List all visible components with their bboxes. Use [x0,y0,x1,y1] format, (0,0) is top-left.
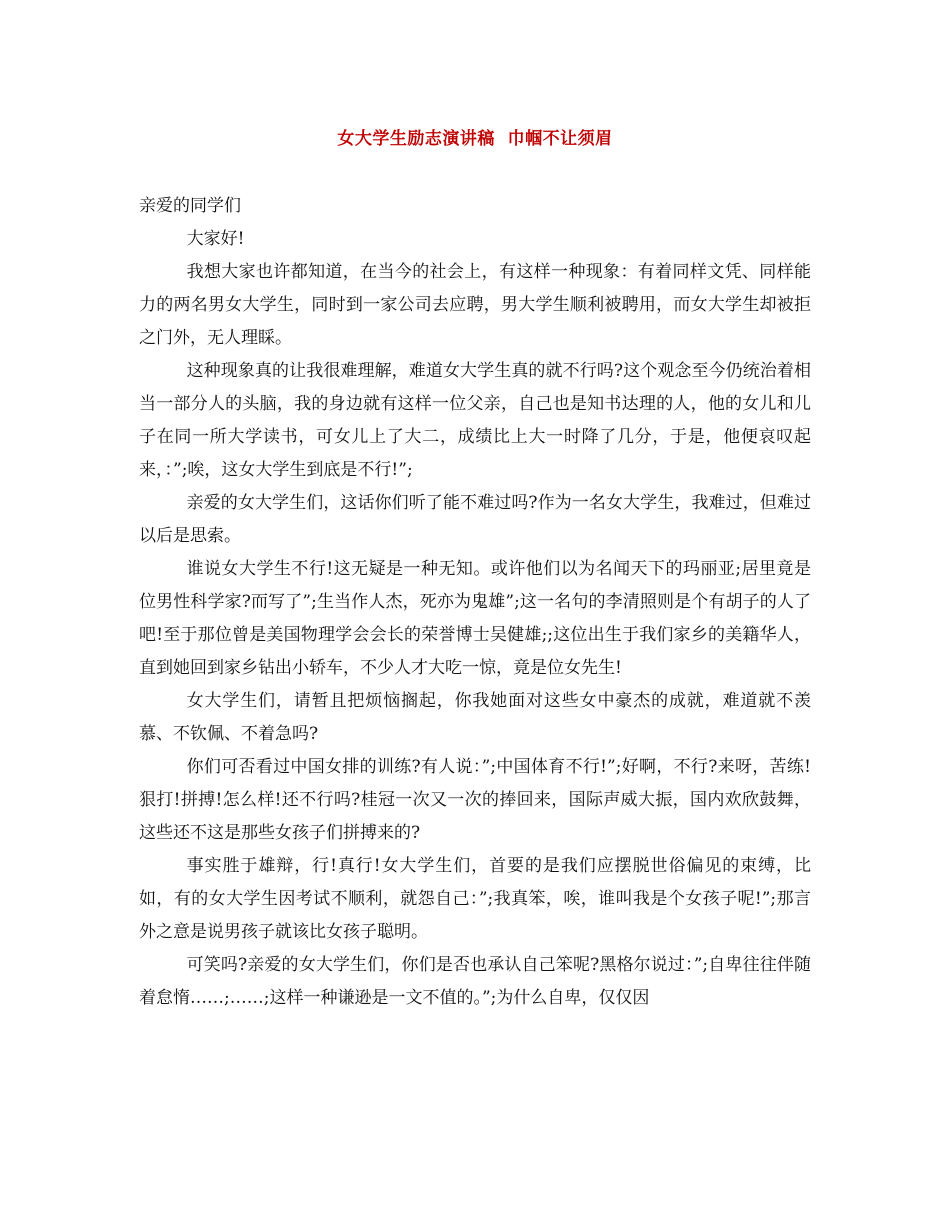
paragraph-father-story: 这种现象真的让我很难理解，难道女大学生真的就不行吗?这个观念至今仍统治着相当一部分人的头脑，我的身边就有这样一位父亲，自己也是知书达理的人，他的女儿和儿子在同一所大学读书，可女儿上了大二，成绩比上大一时降了几分，于是，他便哀叹起来，：”;唉，这女大学生到底是不行!”; [139,361,811,480]
salutation: 亲爱的同学们 [139,196,241,216]
paragraph-greeting: 大家好! [186,229,245,249]
document-title: 女大学生励志演讲稿 巾帼不让须眉 [337,129,613,149]
paragraph-famous-women: 谁说女大学生不行!这无疑是一种无知。或许他们以为名闻天下的玛丽亚;居里竟是位男性科学家?而写了”;生当作人杰，死亦为鬼雄”;这一名句的李清照则是个有胡子的人了吧!至于那位曾是美国物理学会会长的荣誉博士吴健雄;;这位出生于我们家乡的美籍华人，直到她回到家乡钻出小轿车，不少人才大吃一惊，竟是位女先生! [139,559,811,678]
paragraph-inferiority: 可笑吗?亲爱的女大学生们，你们是否也承认自己笨呢?黑格尔说过：”;自卑往往伴随着怠惰……;……;这样一种谦逊是一文不值的。”;为什么自卑，仅仅因 [139,955,811,1008]
paragraph-heroines: 女大学生们，请暂且把烦恼搁起，你我她面对这些女中豪杰的成就，难道就不羡慕、不钦佩、不着急吗? [139,691,811,744]
paragraph-reflection: 亲爱的女大学生们，这话你们听了能不难过吗?作为一名女大学生，我难过，但难过以后是思索。 [139,493,811,546]
paragraph-prejudice: 事实胜于雄辩，行!真行!女大学生们，首要的是我们应摆脱世俗偏见的束缚，比如，有的女大学生因考试不顺利，就怨自己：”;我真笨，唉，谁叫我是个女孩子呢!”;那言外之意是说男孩子就该比女孩子聪明。 [139,856,811,942]
paragraph-volleyball: 你们可否看过中国女排的训练?有人说：”;中国体育不行!”;好啊，不行?来呀，苦练!狠打!拼搏!怎么样!还不行吗?桂冠一次又一次的捧回来，国际声威大振，国内欢欣鼓舞，这些还不这是那些女孩子们拼搏来的? [139,757,811,843]
paragraph-phenomenon: 我想大家也许都知道，在当今的社会上，有这样一种现象：有着同样文凭、同样能力的两名男女大学生，同时到一家公司去应聘，男大学生顺利被聘用，而女大学生却被拒之门外，无人理睬。 [139,262,811,348]
document-body [139,190,811,1015]
